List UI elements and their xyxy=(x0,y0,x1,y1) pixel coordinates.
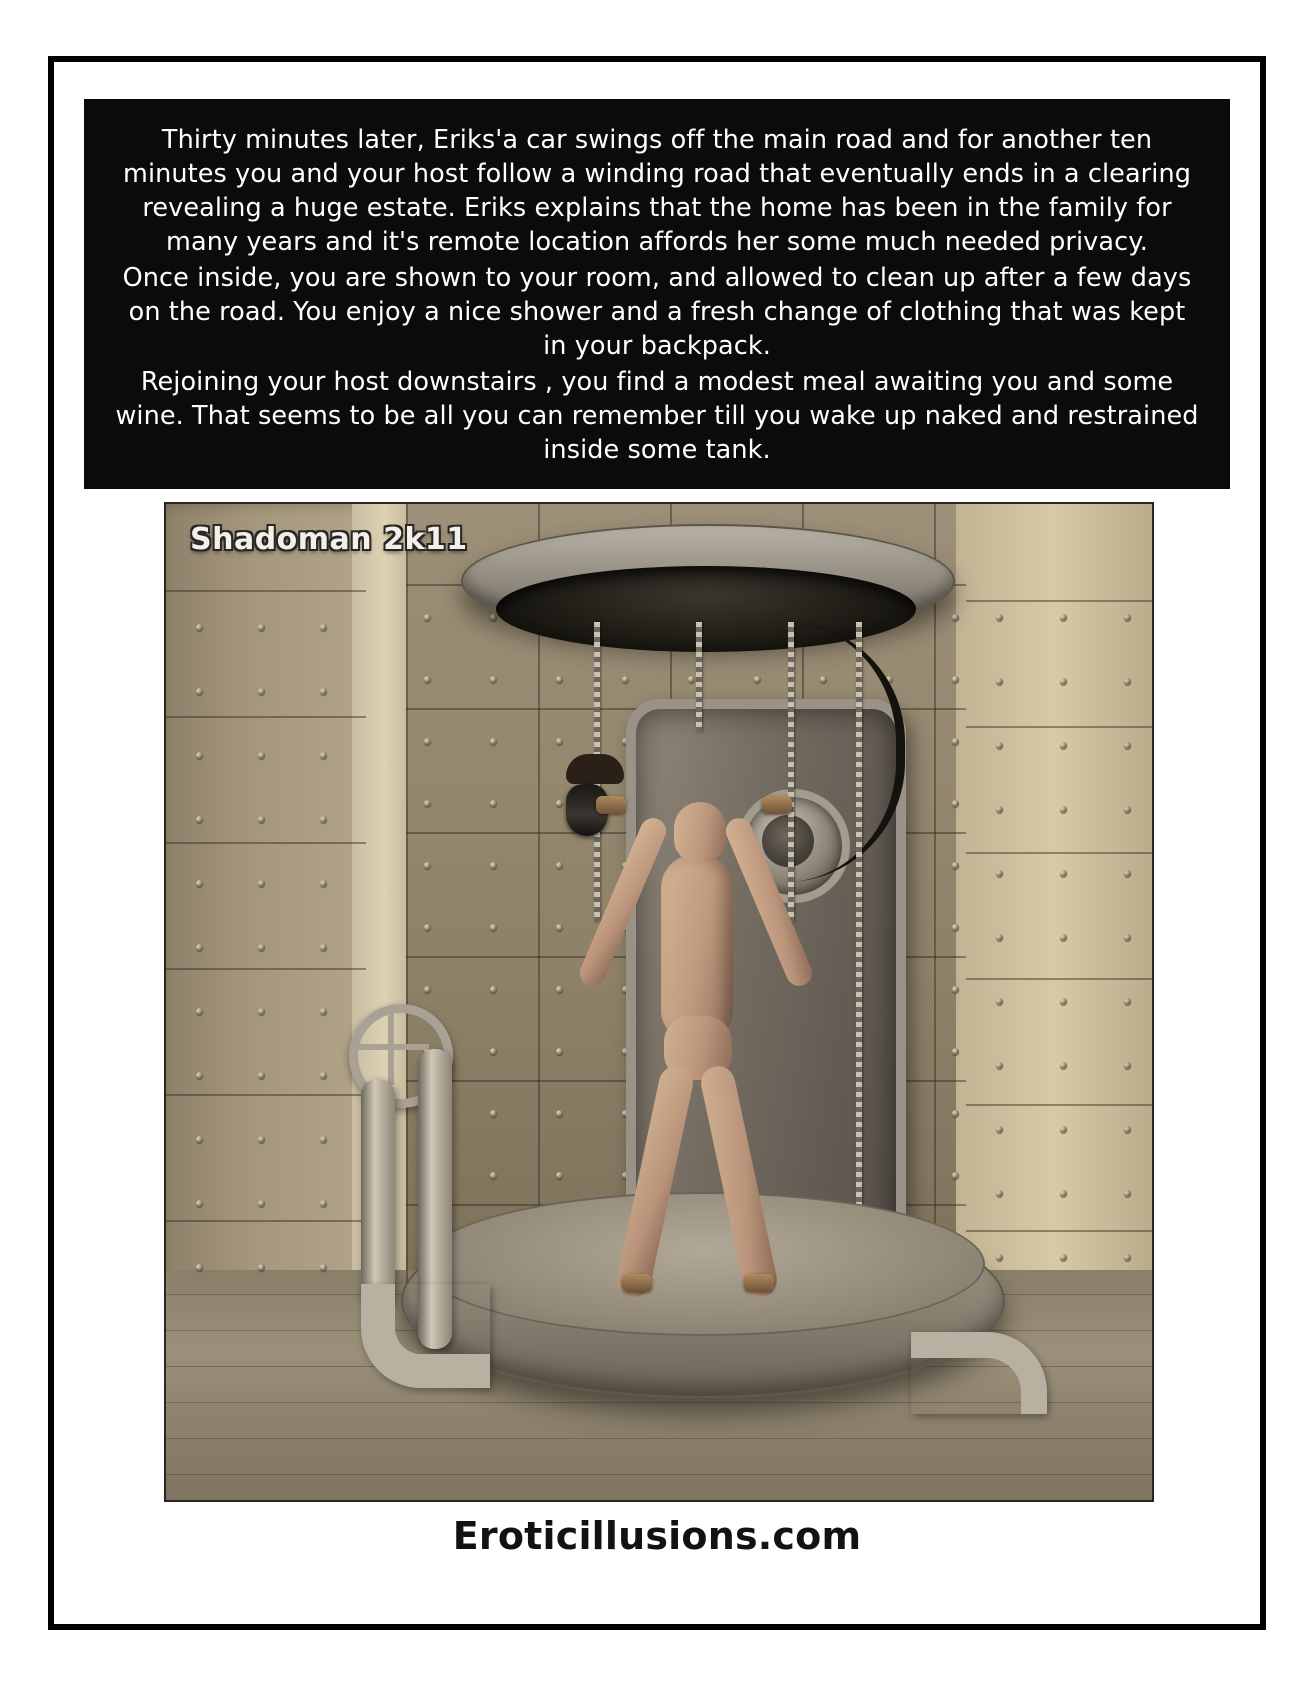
pipe-elbow-left xyxy=(361,1284,490,1388)
scene-render xyxy=(166,504,1152,1500)
page-frame-inner xyxy=(54,62,1260,1624)
valve-spoke-horizontal xyxy=(353,1044,429,1050)
figure-head xyxy=(674,802,726,862)
pipe-vertical-outer xyxy=(361,1079,395,1309)
chain-center xyxy=(696,622,702,732)
artist-signature: Shadoman 2k11 xyxy=(190,522,468,557)
ankle-cuff-right xyxy=(744,1274,774,1292)
wrist-cuff-left xyxy=(596,796,626,814)
chain-rear xyxy=(856,622,862,1242)
figure-arm-right xyxy=(722,814,816,990)
wrist-cuff-right xyxy=(762,796,792,814)
page-frame xyxy=(48,56,1266,1630)
figure-leg-left xyxy=(614,1063,696,1300)
figure-hair xyxy=(566,754,624,784)
figure-torso xyxy=(661,854,733,1039)
caption-box xyxy=(84,99,1230,489)
site-credit: Eroticillusions.com xyxy=(452,1514,862,1558)
caption-paragraph-1: Thirty minutes later, Eriks'a car swings off the main road and for another ten minutes you and your host follow a winding road that eventually ends in a clearing revealing a huge estate. Eriks explains that the home has been in the family for many years and it's remote location affords her some much needed privacy. xyxy=(123,125,1191,258)
caption-paragraph-2: Once inside, you are shown to your room, and allowed to clean up after a few days on the road. You enjoy a nice shower and a fresh change of clothing that was kept in your backpack. xyxy=(122,263,1192,361)
ankle-cuff-left xyxy=(622,1274,652,1292)
restrained-figure xyxy=(566,754,826,1314)
artwork-panel xyxy=(164,502,1154,1502)
figure-arm-left xyxy=(576,814,670,990)
tank-lid-underside xyxy=(496,566,916,652)
figure-leg-right xyxy=(698,1063,780,1300)
caption-paragraph-3: Rejoining your host downstairs , you find a modest meal awaiting you and some wine. That seems to be all you can remember till you wake up naked and restrained inside some tank. xyxy=(115,366,1199,465)
